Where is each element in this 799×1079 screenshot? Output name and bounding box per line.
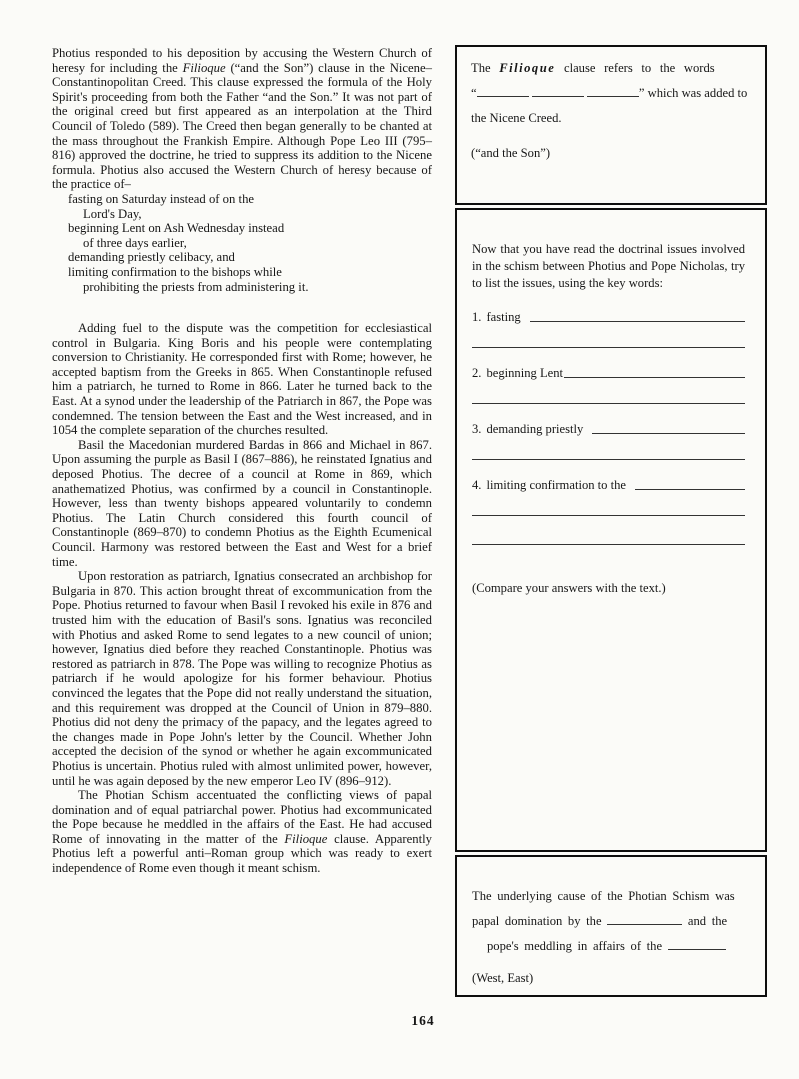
answer-blank-line: [472, 515, 745, 516]
paragraph-photius-deposition: [52, 46, 432, 192]
practice-list-line: beginning Lent on Ash Wednesday instead: [68, 221, 285, 236]
text-segment: Basil the Macedonian murdered Bardas in 866 and Michael in 867. Upon assuming the purple as Basil I (867–886), he reinstated Ignatius and deposed Photius. The decree of a council at Rome in 869, which anathematized Photius, was confirmed by a council in Constantinople. However, less than twenty bishops appeared voluntarily to condemn Photius. The Latin Church considered this fourth council of Constantinople (869–870) to condemn Photius as the Eighth Ecumenical Council. Harmony was restored between the East and West for a brief time.: [52, 437, 432, 569]
page-number: 164: [411, 1013, 435, 1028]
fill-in-blank: [668, 938, 726, 950]
text-segment: The underlying cause of the Photian Schism was: [472, 889, 735, 903]
text-segment: Filioque: [284, 831, 328, 846]
paragraph-restoration: [52, 569, 432, 788]
item-label: beginning Lent: [486, 366, 564, 380]
answer-blank-line: [530, 321, 745, 322]
answer-blank-line: [472, 347, 745, 348]
issue-item-1: [472, 310, 745, 325]
fill-in-blank: [532, 85, 584, 97]
practice-list: [52, 192, 432, 294]
paragraph-photian-schism-summary: [52, 788, 432, 876]
exercise-sentence: [472, 884, 750, 909]
answer-blank-line: [564, 377, 745, 378]
text-segment: clause refers to the words: [555, 61, 715, 75]
issue-item-3: [472, 422, 745, 437]
underlying-cause-exercise-box: [455, 855, 767, 997]
article-column: [52, 46, 432, 876]
compare-answers-note: (Compare your answers with the text.): [472, 581, 666, 595]
text-segment: The: [471, 61, 500, 75]
item-label: demanding priestly: [486, 422, 584, 436]
exercise-sentence: the Nicene Creed.: [471, 111, 562, 125]
exercise-sentence: [471, 56, 750, 81]
exercise-instructions: Now that you have read the doctrinal issues involved in the schism between Photius and Pope Nicholas, try to list the issues, using the key words:: [472, 242, 745, 290]
text-segment: “: [471, 86, 477, 100]
text-segment: (“and the Son”) clause in the Nicene–Constantinopolitan Creed. This clause expressed the formula of the Holy Spirit's proceeding from both the Father “and the Son.” It was not part of the original creed but first appeared as an interpolation at the Third Council of Toledo (589). The Creed then began generally to be chanted at the mass throughout the Frankish Empire. Although Pope Leo III (795–816) approved the doctrine, he tried to suppress its addition to the Nicene formula. Photius also accused the Western Church of heresy because of the practice of–: [52, 60, 432, 192]
answer-blank-line: [592, 433, 745, 434]
item-number: 2.: [472, 366, 482, 380]
filioque-clause-exercise-box: [455, 45, 767, 205]
answer-key: (West, East): [472, 971, 534, 985]
fill-in-blank: [607, 913, 682, 925]
text-segment: ” which was added to: [638, 86, 748, 100]
issue-item-4: [472, 478, 745, 493]
text-segment: Filioque: [499, 61, 556, 75]
text-segment: clause. Apparently Photius left a powerful anti–Roman group which was ready to exert independence of Rome even though it meant schism.: [52, 831, 432, 876]
exercise-sentence-blanks: [472, 909, 750, 934]
item-label: limiting confirmation to the: [486, 478, 627, 492]
exercise-sentence-blanks: [471, 81, 750, 106]
answer-key: (“and the Son”): [471, 146, 551, 160]
issue-item-2: [472, 366, 745, 381]
paragraph-bulgaria-competition: [52, 321, 432, 438]
practice-list-line: of three days earlier,: [83, 235, 187, 250]
text-segment: Upon restoration as patriarch, Ignatius consecrated an archbishop for Bulgaria in 870. This action brought threat of excommunication from the Pope. Photius returned to favour when Basil I revoked his exile in 876 and trusted him with the education of Basil's sons. Ignatius was reconciled with Photius and asked Rome to send legates to a new council of union; however, Ignatius died before they reached Constantinople. Photius was restored as patriarch in 878. The Pope was willing to recognize Photius as patriarch if he would apologize for his former behaviour. Photius convinced the legates that the Pope did not really understand the situation, and this requirement was dropped at the Council of Union in 879–880. Photius did not deny the primacy of the papacy, and the legates agreed to the changes made in Pope John's letter by the Council. Whether John accepted the decision of the synod or whether he again excommunicated Photius is uncertain. Photius ruled with almost unlimited power, however, until he was again deposed by the new emperor Leo IV (896–912).: [52, 569, 432, 788]
exercise-sentence-blanks: [472, 934, 750, 959]
text-segment: and the: [682, 914, 728, 928]
practice-list-line: Lord's Day,: [83, 206, 142, 221]
text-segment: Photius responded to his deposition by accusing the Western Church of heresy for including the: [52, 46, 432, 75]
answer-blank-line: [635, 489, 745, 490]
practice-list-line: limiting confirmation to the bishops while: [68, 264, 282, 279]
answer-blank-line: [472, 544, 745, 545]
item-number: 3.: [472, 422, 482, 436]
answer-blank-line: [472, 403, 745, 404]
text-segment: papal domination by the: [472, 914, 608, 928]
text-segment: pope's meddling in affairs of the: [487, 939, 668, 953]
text-segment: Filioque: [182, 60, 226, 75]
paragraph-basil-macedonian: [52, 438, 432, 569]
answer-blank-line: [472, 459, 745, 460]
practice-list-line: fasting on Saturday instead of on the: [68, 191, 255, 206]
item-label: fasting: [486, 310, 521, 324]
item-number: 4.: [472, 478, 482, 492]
fill-in-blank: [587, 85, 639, 97]
text-segment: Adding fuel to the dispute was the competition for ecclesiastical control in Bulgaria. King Boris and his people were contemplating conversion to Christianity. He corresponded first with Rome; however, he accepted baptism from the Greeks in 865. When Constantinople refused him a patriarch, he turned to Rome in 866. Later he turned back to the East. At a synod under the leadership of the Patriarch in 867, the Pope was condemned. The tension between the East and the West increased, and in 1054 the complete separation of the churches resulted.: [52, 321, 432, 438]
item-number: 1.: [472, 310, 482, 324]
text-segment: The Photian Schism accentuated the conflicting views of papal domination and of equal patriarchal power. Photius had excommunicated the Pope because he meddled in the affairs of the East. He had accused Rome of innovating in the matter of the: [52, 788, 432, 846]
practice-list-line: demanding priestly celibacy, and: [68, 250, 235, 265]
practice-list-line: prohibiting the priests from administering it.: [83, 279, 309, 294]
doctrinal-issues-exercise-box: [455, 208, 767, 852]
fill-in-blank: [477, 85, 529, 97]
